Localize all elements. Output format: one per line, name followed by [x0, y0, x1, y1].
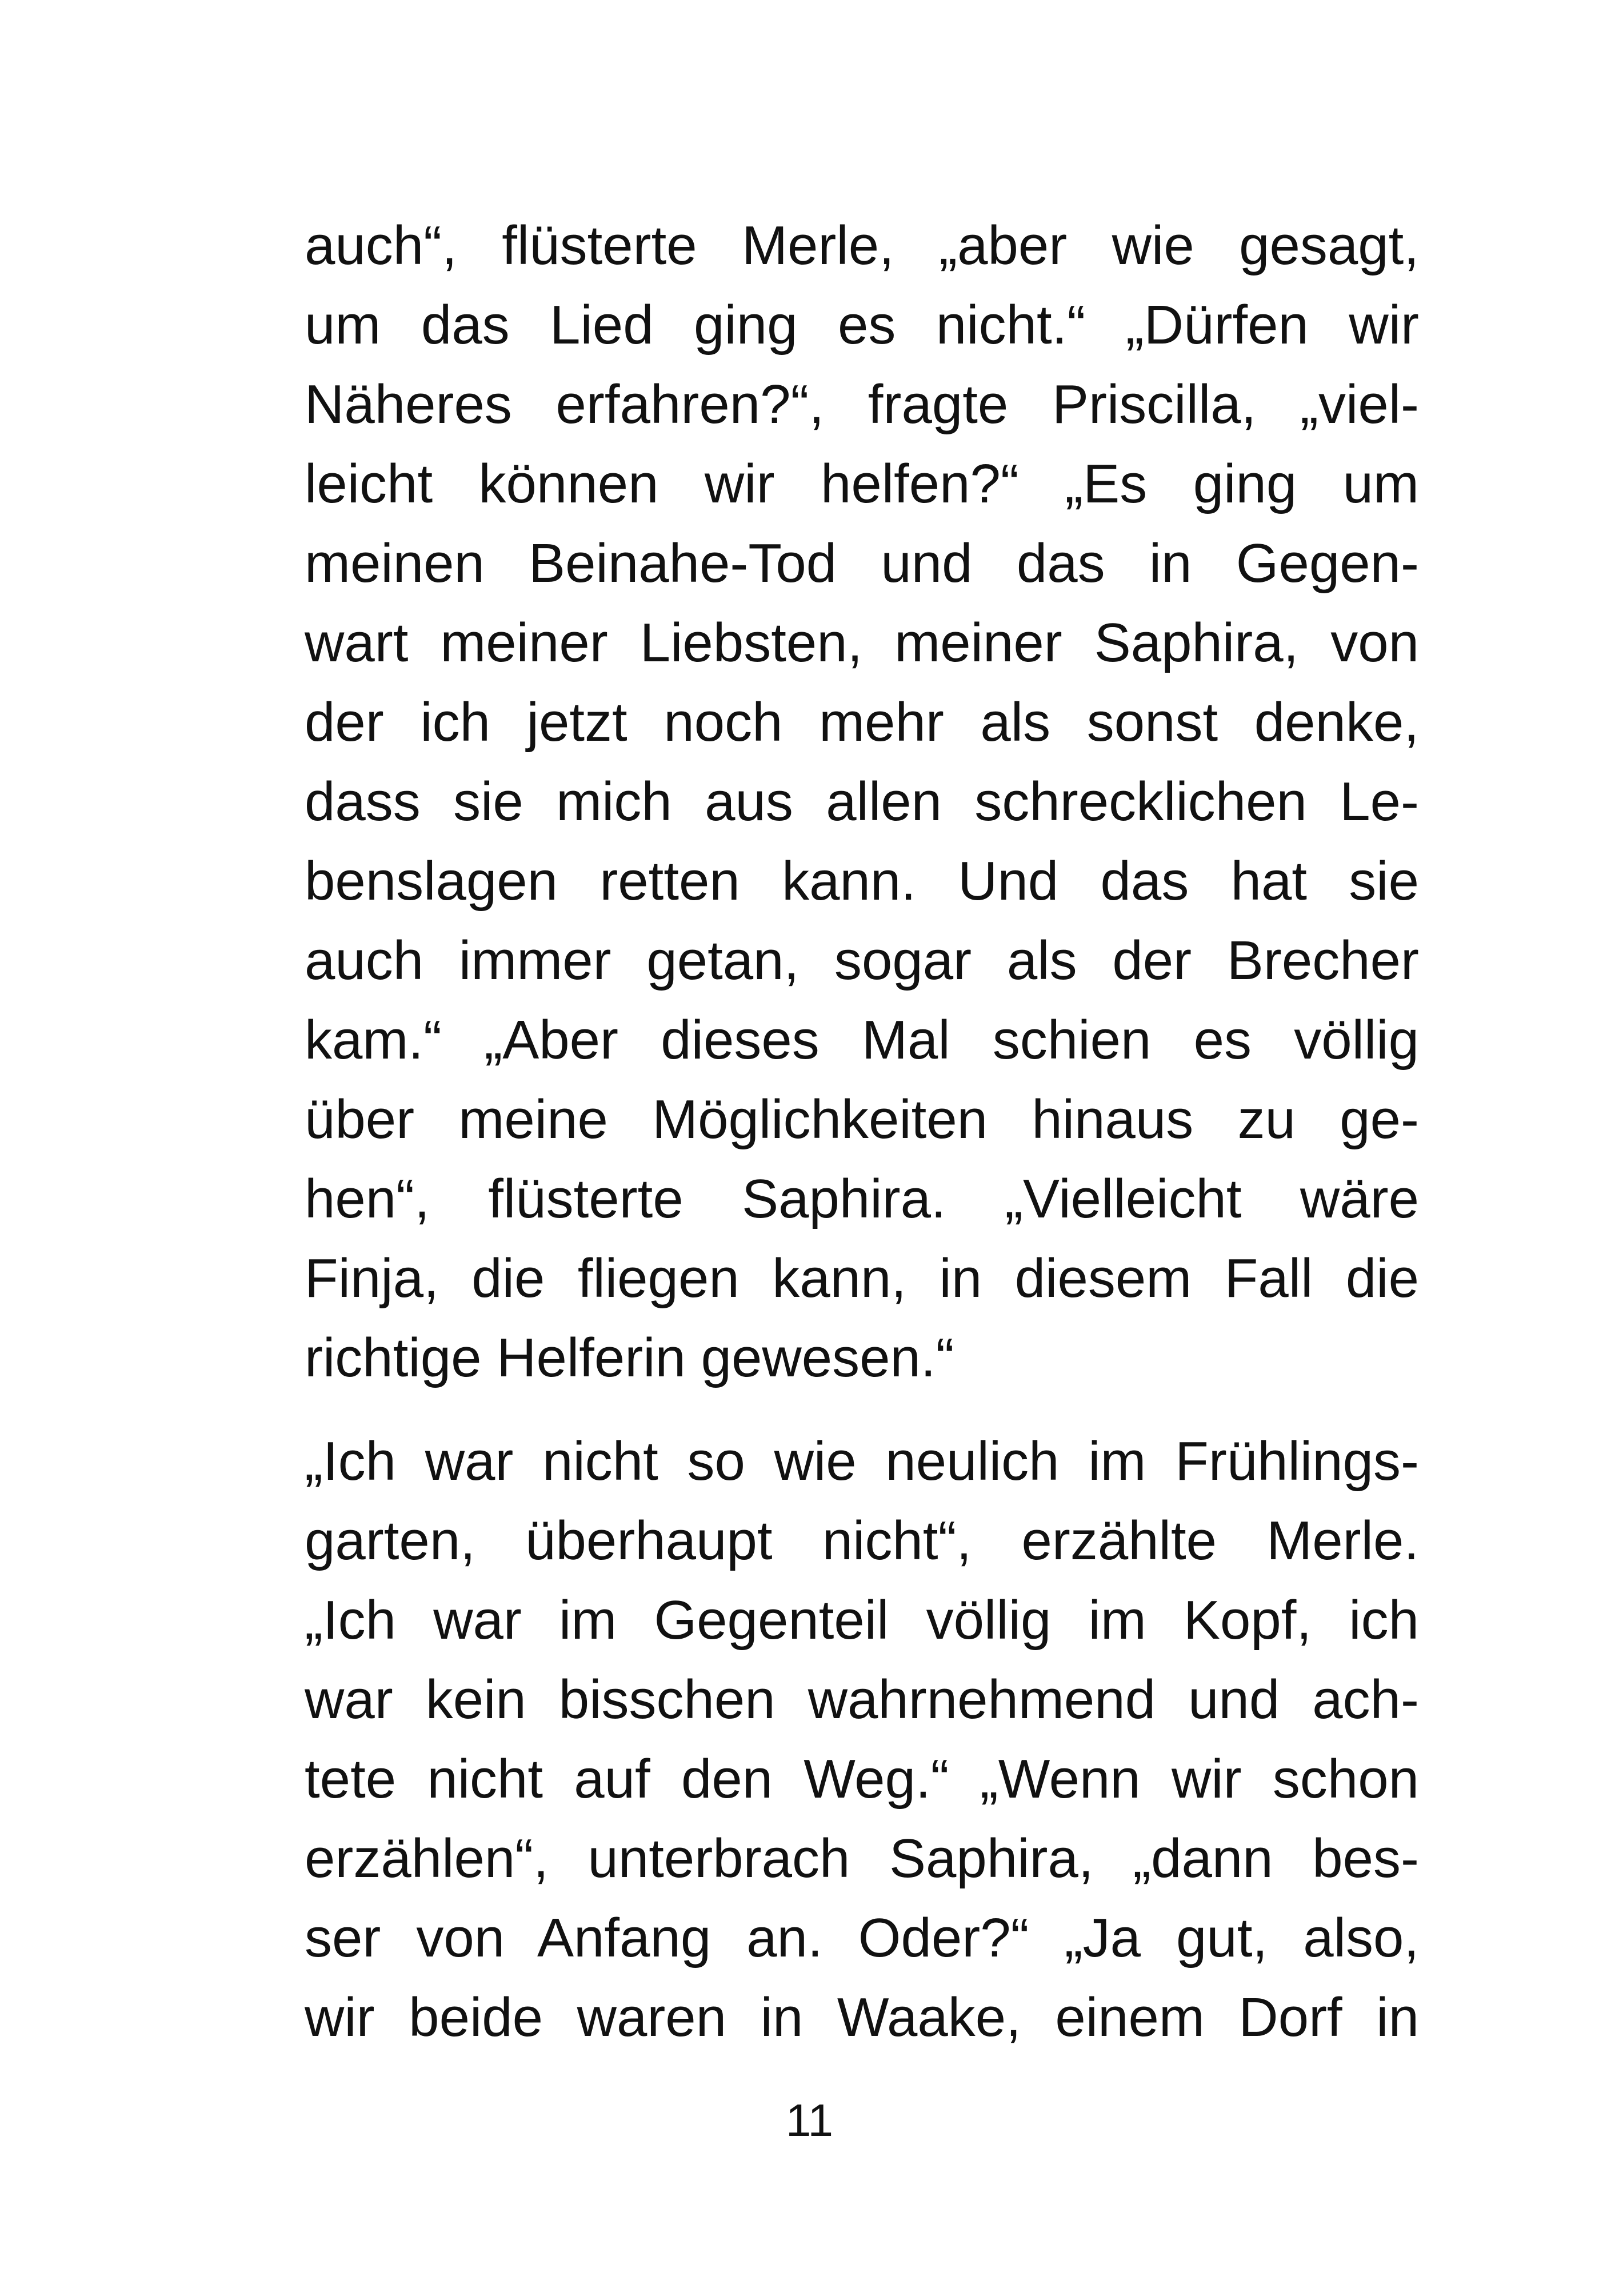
body-text — [305, 206, 1419, 2057]
paragraph-2 — [305, 1421, 1419, 2057]
text-line: auch“, flüsterte Merle, „aber wie gesagt, — [305, 215, 1419, 276]
text-line: erzählen“, unterbrach Saphira, „dann bes- — [305, 1828, 1419, 1889]
text-line: dass sie mich aus allen schrecklichen Le- — [305, 771, 1419, 832]
text-line: benslagen retten kann. Und das hat sie — [305, 850, 1419, 912]
text-line: auch immer getan, sogar als der Brecher — [305, 930, 1419, 991]
text-line: um das Lied ging es nicht.“ „Dürfen wir — [305, 294, 1419, 356]
text-line: über meine Möglichkeiten hinaus zu ge- — [305, 1089, 1419, 1150]
text-line: garten, überhaupt nicht“, erzählte Merle. — [305, 1510, 1419, 1571]
text-line: meinen Beinahe-Tod und das in Gegen- — [305, 533, 1419, 594]
page-number: 11 — [785, 2095, 834, 2146]
text-line: tete nicht auf den Weg.“ „Wenn wir schon — [305, 1748, 1419, 1810]
text-line: wir beide waren in Waake, einem Dorf in — [305, 1987, 1419, 2048]
paragraph-1 — [305, 206, 1419, 1397]
text-line: hen“, flüsterte Saphira. „Vielleicht wäre — [305, 1168, 1419, 1229]
text-line: Finja, die fliegen kann, in diesem Fall die — [305, 1248, 1419, 1309]
text-line: war kein bisschen wahrnehmend und ach- — [305, 1669, 1419, 1730]
text-line: „Ich war nicht so wie neulich im Frühlings- — [305, 1431, 1419, 1492]
text-line: wart meiner Liebsten, meiner Saphira, von — [305, 612, 1419, 673]
text-line: Näheres erfahren?“, fragte Priscilla, „viel- — [305, 374, 1419, 435]
text-line: richtige Helferin gewesen.“ — [305, 1327, 954, 1388]
paragraph-gap — [305, 1397, 1419, 1421]
text-line: kam.“ „Aber dieses Mal schien es völlig — [305, 1009, 1419, 1071]
text-line: „Ich war im Gegenteil völlig im Kopf, ich — [305, 1590, 1419, 1651]
text-line: ser von Anfang an. Oder?“ „Ja gut, also, — [305, 1907, 1419, 1968]
text-line: der ich jetzt noch mehr als sonst denke, — [305, 692, 1419, 753]
text-line: leicht können wir helfen?“ „Es ging um — [305, 453, 1419, 514]
